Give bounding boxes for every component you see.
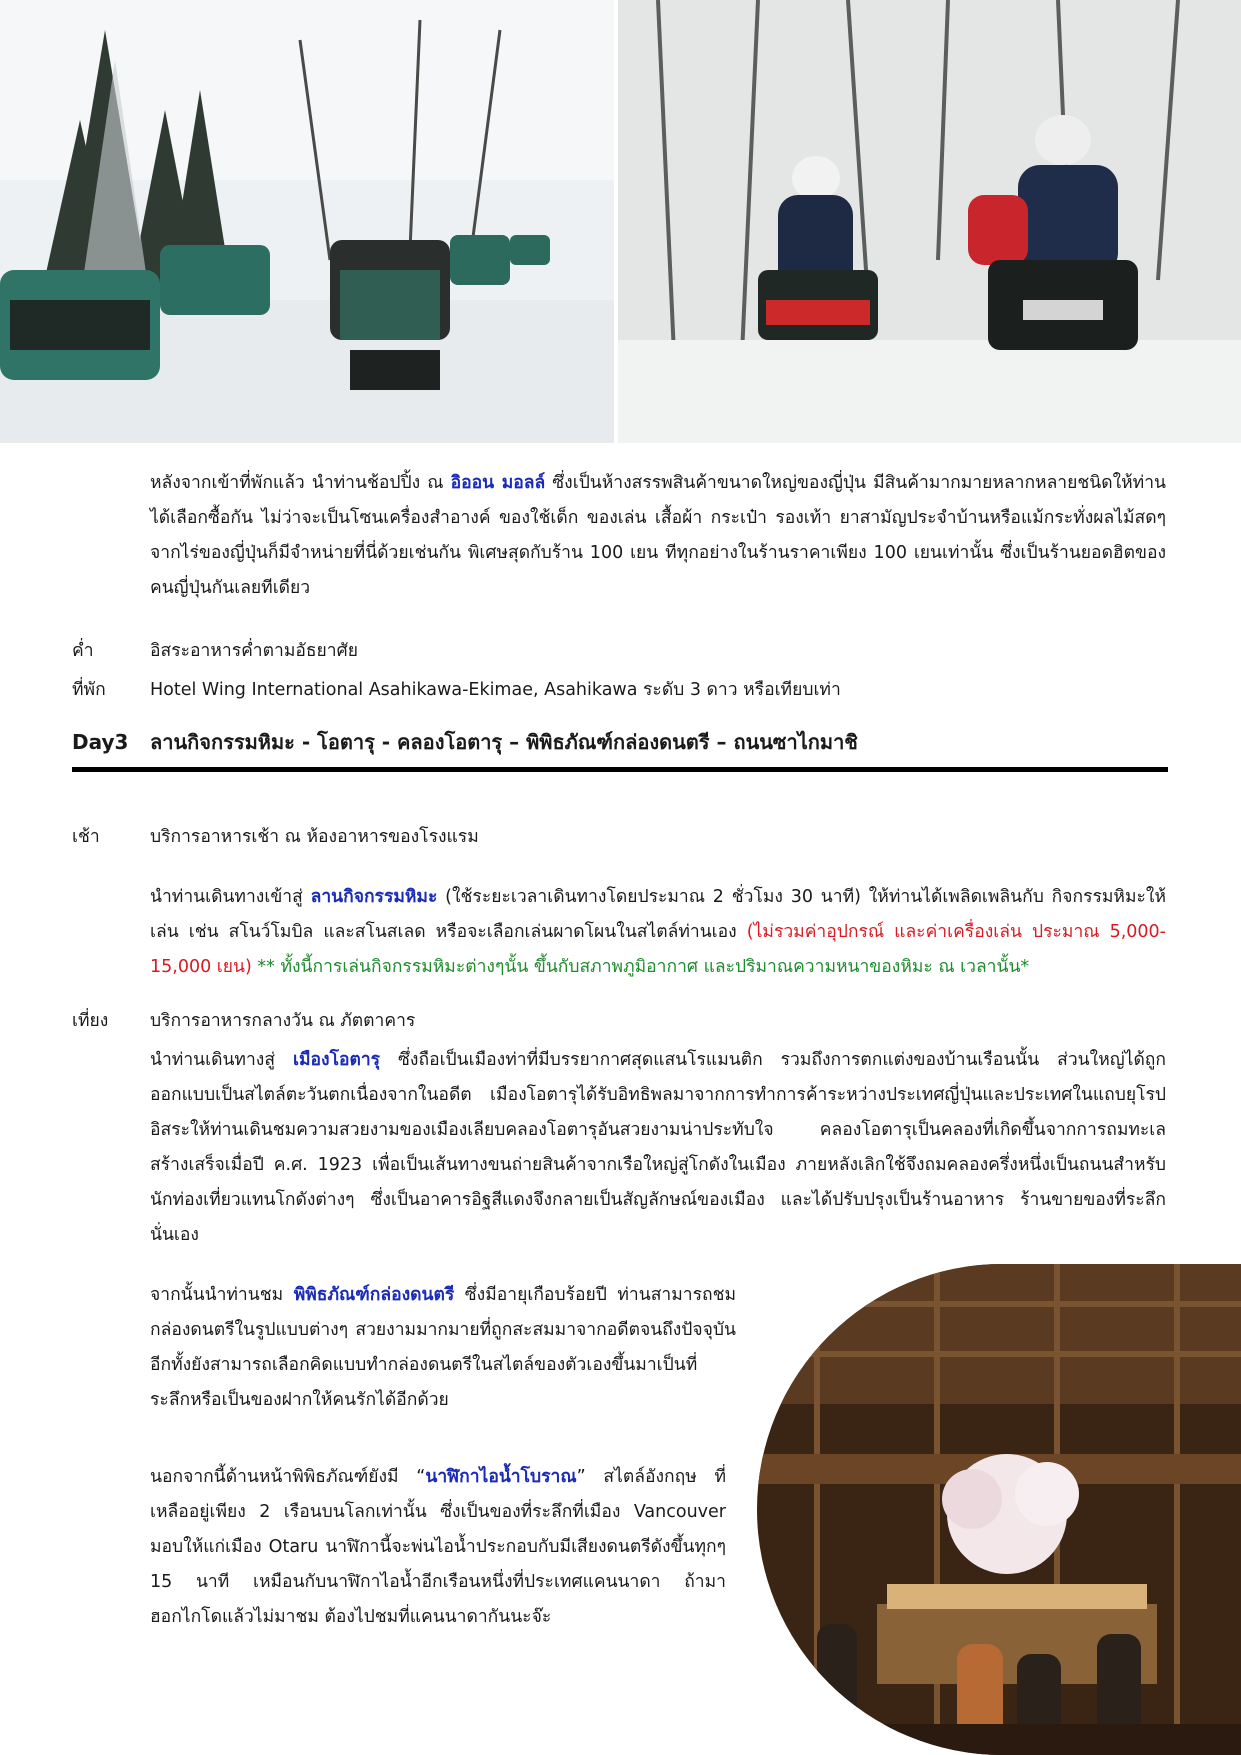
museum-body: ซึ่งมีอายุเกือบร้อยปี ท่านสามารถชมกล่องดนตรีในรูปแบบต่างๆ สวยงามมากมายที่ถูกสะสมมาจากอดีตจนถึงปัจจุบัน อีกทั้งยังสามารถเลือกคิดแบบทำกล่องดนตรีในสไตล์ของตัวเองขึ้นมาเป็นที่ระลึกหรือเป็นของฝากให้คนรักได้อีกด้วย: [150, 1285, 736, 1410]
steam-clock-paragraph: [150, 1460, 726, 1635]
clock-place: นาฬิกาไอน้ำโบราณ: [425, 1467, 577, 1487]
dinner-text: อิสระอาหารค่ำตามอัธยาศัย: [150, 641, 358, 661]
heading-divider: [72, 767, 1168, 772]
mall-name: อิออน มอลล์: [450, 473, 546, 493]
clock-intro: นอกจากนี้ด้านหน้าพิพิธภัณฑ์ยังมี “: [150, 1467, 426, 1487]
otaru-place: เมืองโอตารุ: [293, 1050, 381, 1070]
shopping-body: ซึ่งเป็นห้างสรรพสินค้าขนาดใหญ่ของญี่ปุ่น มีสินค้ามากมายหลากหลายชนิดให้ท่านได้เลือกซื้อกัน ไม่ว่าจะเป็นโซนเครื่องสำอางค์ ของใช้เด็ก ของเล่น เสื้อผ้า กระเป๋า รองเท้า ยาสามัญประจำบ้านหรือแม้กระทั่งผลไม้สดๆจากไร่ของญี่ปุ่นก็มีจำหน่ายที่นี่ด้วยเช่นกัน พิเศษสุดกับร้าน 100 เยน ทีทุกอย่างในร้านราคาเพียง 100 เยนเท่านั้น ซึ่งเป็นร้านยอดฮิตของคนญี่ปุ่นกันเลยทีเดียว: [150, 473, 1166, 598]
day3-heading: [72, 727, 858, 757]
price-note: (ไม่รวมค่าอุปกรณ์ และค่าเครื่องเล่น ประมาณ 5,000-15,000 เยน): [150, 922, 1166, 977]
hotel-row: [72, 675, 841, 705]
snowmobile-riders-photo: [618, 0, 1241, 443]
snow-intro: นำท่านเดินทางเข้าสู่: [150, 887, 311, 907]
dinner-label: ค่ำ: [72, 641, 94, 661]
museum-paragraph: [150, 1278, 736, 1418]
otaru-body: ซึ่งถือเป็นเมืองท่าที่มีบรรยากาศสุดแสนโรแมนติก รวมถึงการตกแต่งของบ้านเรือนนั้น ส่วนใหญ่ได้ถูกออกแบบเป็นสไตล์ตะวันตกเนื่องจากในอดีต เมืองโอตารุได้รับอิทธิพลมาจากการทำการค้าระหว่างประเทศญี่ปุ่นและประเทศในแถบยุโรป อิสระให้ท่านเดินชมความสวยงามของเมืองเลียบคลองโอตารุอันสวยงามน่าประทับใจ คลองโอตารุเป็นคลองที่เกิดขึ้นจากการถมทะเล สร้างเสร็จเมื่อปี ค.ศ. 1923 เพื่อเป็นเส้นทางขนถ่ายสินค้าจากเรือใหญ่สู่โกดังในเมือง ภายหลังเลิกใช้จึงถมคลองครึ่งหนึ่งเป็นถนนสำหรับนักท่องเที่ยวแทนโกดังต่างๆ ซึ่งเป็นอาคารอิฐสีแดงจึงกลายเป็นสัญลักษณ์ของเมือง และได้ปรับปรุงเป็นร้านอาหาร ร้านขายของที่ระลึกนั่นเอง: [150, 1050, 1166, 1245]
snow-body: (ใช้ระยะเวลาเดินทางโดยประมาณ 2 ชั่วโมง 30 นาที) ให้ท่านได้เพลิดเพลินกับ กิจกรรมหิมะให้เล่น เช่น สโนว์โมบิล และสโนสเลด หรือจะเลือกเล่นผาดโผนในสไตล์ท่านเอง: [150, 887, 1166, 942]
museum-place: พิพิธภัณฑ์กล่องดนตรี: [293, 1285, 455, 1305]
snow-activity-paragraph: [150, 880, 1166, 985]
lunch-label: เที่ยง: [72, 1011, 109, 1031]
day3-title: ลานกิจกรรมหิมะ - โอตารุ - คลองโอตารุ – พิพิธภัณฑ์กล่องดนตรี – ถนนซาไกมาชิ: [150, 730, 858, 754]
day-number: Day3: [72, 730, 129, 754]
breakfast-text: บริการอาหารเช้า ณ ห้องอาหารของโรงแรม: [150, 827, 479, 847]
otaru-paragraph: [150, 1043, 1166, 1253]
breakfast-label: เช้า: [72, 827, 100, 847]
shopping-intro: หลังจากเข้าที่พักแล้ว นำท่านช้อปปิ้ง ณ: [150, 473, 451, 493]
snowmobiles-row-photo: [0, 0, 614, 443]
weather-note: ** ทั้งนี้การเล่นกิจกรรมหิมะต่างๆนั้น ขึ้นกับสภาพภูมิอากาศ และปริมาณความหนาของหิมะ ณ เวลานั้น*: [251, 957, 1030, 977]
clock-body: ” สไตล์อังกฤษ ที่เหลืออยู่เพียง 2 เรือนบนโลกเท่านั้น ซึ่งเป็นของที่ระลึกที่เมือง Vancouver มอบให้แก่เมือง Otaru นาฬิกานี้จะพ่นไอน้ำประกอบกับมีเสียงดนตรีดังขึ้นทุกๆ 15 นาที เหมือนกับนาฬิกาไอน้ำอีกเรือนหนึ่งที่ประเทศแคนนาดา ถ้ามาฮอกไกโดแล้วไม่มาชม ต้องไปชมที่แคนนาดากันนะจ๊ะ: [150, 1467, 726, 1627]
otaru-intro: นำท่านเดินทางสู่: [150, 1050, 293, 1070]
breakfast-row: [72, 822, 479, 852]
hotel-label: ที่พัก: [72, 680, 106, 700]
lunch-text: บริการอาหารกลางวัน ณ ภัตตาคาร: [150, 1011, 416, 1031]
hotel-text: Hotel Wing International Asahikawa-Ekimae, Asahikawa ระดับ 3 ดาว หรือเทียบเท่า: [150, 680, 841, 700]
lunch-row: [72, 1006, 415, 1036]
shopping-paragraph: [150, 466, 1166, 606]
music-box-museum-photo: [757, 1264, 1241, 1755]
snow-place: ลานกิจกรรมหิมะ: [310, 887, 438, 907]
museum-intro: จากนั้นนำท่านชม: [150, 1285, 294, 1305]
dinner-row: [72, 636, 358, 666]
